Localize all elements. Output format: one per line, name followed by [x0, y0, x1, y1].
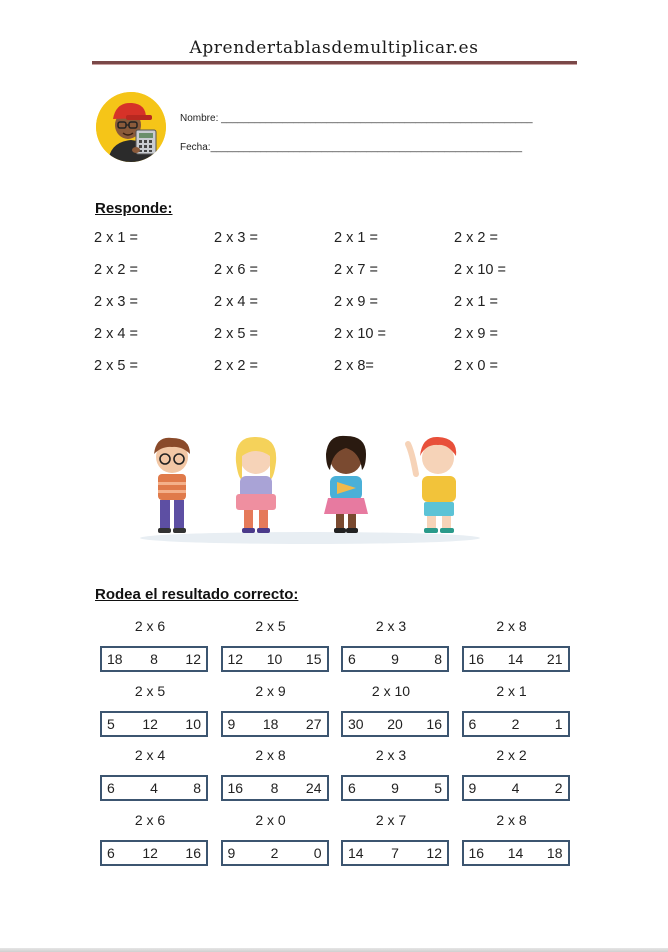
answer-option[interactable]: 9	[468, 780, 477, 796]
answer-option[interactable]: 15	[305, 651, 322, 667]
rodea-item	[341, 743, 462, 808]
responde-item: 2 x 8=	[334, 358, 374, 374]
answer-options-box	[341, 646, 449, 672]
responde-item: 2 x 5 =	[214, 326, 258, 342]
rodea-item	[221, 743, 342, 808]
answer-option[interactable]: 7	[391, 844, 399, 861]
rodea-item	[100, 808, 221, 873]
responde-item: 2 x 4 =	[214, 294, 258, 310]
answer-options-box	[462, 646, 570, 672]
answer-option[interactable]: 2	[270, 844, 279, 861]
answer-options-box	[462, 775, 570, 801]
responde-item: 2 x 2 =	[454, 230, 498, 246]
answer-option[interactable]: 18	[262, 715, 279, 732]
answer-option[interactable]: 14	[348, 844, 364, 861]
rodea-item	[221, 614, 342, 679]
responde-item: 2 x 0 =	[454, 358, 498, 374]
answer-option[interactable]: 2	[554, 780, 563, 796]
rodea-heading: Rodea el resultado correcto:	[95, 586, 299, 603]
operation-label: 2 x 3	[375, 747, 407, 763]
operation-label: 2 x 7	[375, 811, 407, 828]
answer-option[interactable]: 6	[348, 780, 356, 796]
answer-option[interactable]: 21	[546, 651, 563, 667]
rodea-item	[462, 614, 583, 679]
answer-option[interactable]: 8	[150, 651, 158, 667]
answer-option[interactable]: 5	[434, 780, 442, 796]
answer-option[interactable]: 6	[107, 844, 115, 861]
answer-option[interactable]: 9	[391, 780, 399, 796]
answer-option[interactable]: 6	[468, 715, 477, 732]
answer-options-box	[462, 840, 570, 866]
operation-label: 2 x 1	[496, 682, 527, 699]
answer-option[interactable]: 16	[426, 715, 442, 732]
answer-option[interactable]: 8	[434, 651, 442, 667]
responde-grid	[94, 230, 574, 390]
operation-label: 2 x 4	[134, 747, 166, 763]
responde-item: 2 x 6 =	[214, 262, 258, 278]
answer-options-box	[341, 775, 449, 801]
rodea-item	[221, 679, 342, 744]
answer-options-box	[100, 646, 208, 672]
rodea-item	[341, 614, 462, 679]
answer-option[interactable]: 12	[227, 651, 244, 667]
answer-options-box	[100, 840, 208, 866]
responde-item: 2 x 3 =	[94, 294, 138, 310]
answer-options-box	[221, 775, 329, 801]
answer-option[interactable]: 16	[468, 651, 485, 667]
rodea-item	[100, 614, 221, 679]
site-title: Aprendertablasdemultiplicar.es	[189, 38, 479, 58]
answer-options-box	[221, 840, 329, 866]
answer-option[interactable]: 24	[305, 780, 322, 796]
operation-label: 2 x 5	[255, 618, 286, 634]
responde-item: 2 x 10 =	[454, 262, 506, 278]
answer-options-box	[221, 711, 329, 737]
rodea-item	[221, 808, 342, 873]
answer-options-box	[100, 711, 208, 737]
rodea-item	[462, 743, 583, 808]
answer-option[interactable]: 10	[266, 651, 283, 667]
answer-option[interactable]: 10	[185, 715, 201, 732]
name-field[interactable]: Nombre: ________________________________________________________	[180, 113, 533, 124]
answer-option[interactable]: 2	[511, 715, 520, 732]
rodea-item	[100, 679, 221, 744]
answer-option[interactable]: 12	[142, 844, 158, 861]
date-field[interactable]: Fecha:________________________________________________________	[180, 142, 523, 153]
answer-option[interactable]: 16	[185, 844, 201, 861]
answer-option[interactable]: 16	[468, 844, 485, 861]
answer-option[interactable]: 6	[348, 651, 356, 667]
page-bottom-edge	[0, 948, 668, 952]
rodea-item	[100, 743, 221, 808]
operation-label: 2 x 9	[255, 682, 286, 699]
responde-item: 2 x 1 =	[94, 230, 138, 246]
answer-options-box	[100, 775, 208, 801]
operation-label: 2 x 0	[255, 811, 286, 828]
answer-option[interactable]: 8	[193, 780, 201, 796]
answer-options-box	[462, 711, 570, 737]
answer-option[interactable]: 6	[107, 780, 115, 796]
answer-option[interactable]: 27	[305, 715, 322, 732]
operation-label: 2 x 10	[371, 682, 411, 699]
rodea-item	[341, 679, 462, 744]
title-divider	[92, 61, 577, 65]
answer-option[interactable]: 16	[227, 780, 244, 796]
answer-options-box	[341, 711, 449, 737]
answer-option[interactable]: 5	[107, 715, 115, 732]
responde-item: 2 x 2 =	[214, 358, 258, 374]
answer-option[interactable]: 9	[227, 715, 236, 732]
answer-options-box	[341, 840, 449, 866]
answer-option[interactable]: 18	[107, 651, 123, 667]
rodea-item	[462, 679, 583, 744]
operation-label: 2 x 8	[255, 747, 286, 763]
responde-item: 2 x 9 =	[454, 326, 498, 342]
responde-item: 2 x 1 =	[334, 230, 378, 246]
answer-option[interactable]: 12	[142, 715, 158, 732]
operation-label: 2 x 8	[496, 618, 527, 634]
operation-label: 2 x 6	[134, 618, 166, 634]
answer-option[interactable]: 30	[348, 715, 364, 732]
four-children-illustration	[132, 432, 488, 544]
responde-item: 2 x 7 =	[334, 262, 378, 278]
answer-option[interactable]: 14	[507, 651, 524, 667]
responde-item: 2 x 3 =	[214, 230, 258, 246]
answer-option[interactable]: 20	[387, 715, 403, 732]
rodea-grid	[100, 614, 582, 872]
answer-option[interactable]: 1	[554, 715, 563, 732]
answer-option[interactable]: 14	[507, 844, 524, 861]
responde-item: 2 x 10 =	[334, 326, 386, 342]
operation-label: 2 x 8	[496, 811, 527, 828]
answer-option[interactable]: 9	[391, 651, 399, 667]
operation-label: 2 x 6	[134, 811, 166, 828]
operation-label: 2 x 2	[496, 747, 527, 763]
answer-option[interactable]: 18	[546, 844, 563, 861]
responde-item: 2 x 2 =	[94, 262, 138, 278]
answer-option[interactable]: 0	[313, 844, 322, 861]
answer-option[interactable]: 8	[270, 780, 279, 796]
answer-option[interactable]: 4	[150, 780, 158, 796]
answer-option[interactable]: 12	[426, 844, 442, 861]
operation-label: 2 x 3	[375, 618, 407, 634]
calculator-boy-icon	[96, 92, 166, 162]
rodea-item	[341, 808, 462, 873]
operation-label: 2 x 5	[134, 682, 166, 699]
answer-option[interactable]: 12	[185, 651, 201, 667]
answer-options-box	[221, 646, 329, 672]
answer-option[interactable]: 9	[227, 844, 236, 861]
answer-option[interactable]: 4	[511, 780, 520, 796]
responde-item: 2 x 5 =	[94, 358, 138, 374]
responde-item: 2 x 1 =	[454, 294, 498, 310]
responde-item: 2 x 9 =	[334, 294, 378, 310]
responde-heading: Responde:	[95, 200, 173, 217]
responde-item: 2 x 4 =	[94, 326, 138, 342]
rodea-item	[462, 808, 583, 873]
